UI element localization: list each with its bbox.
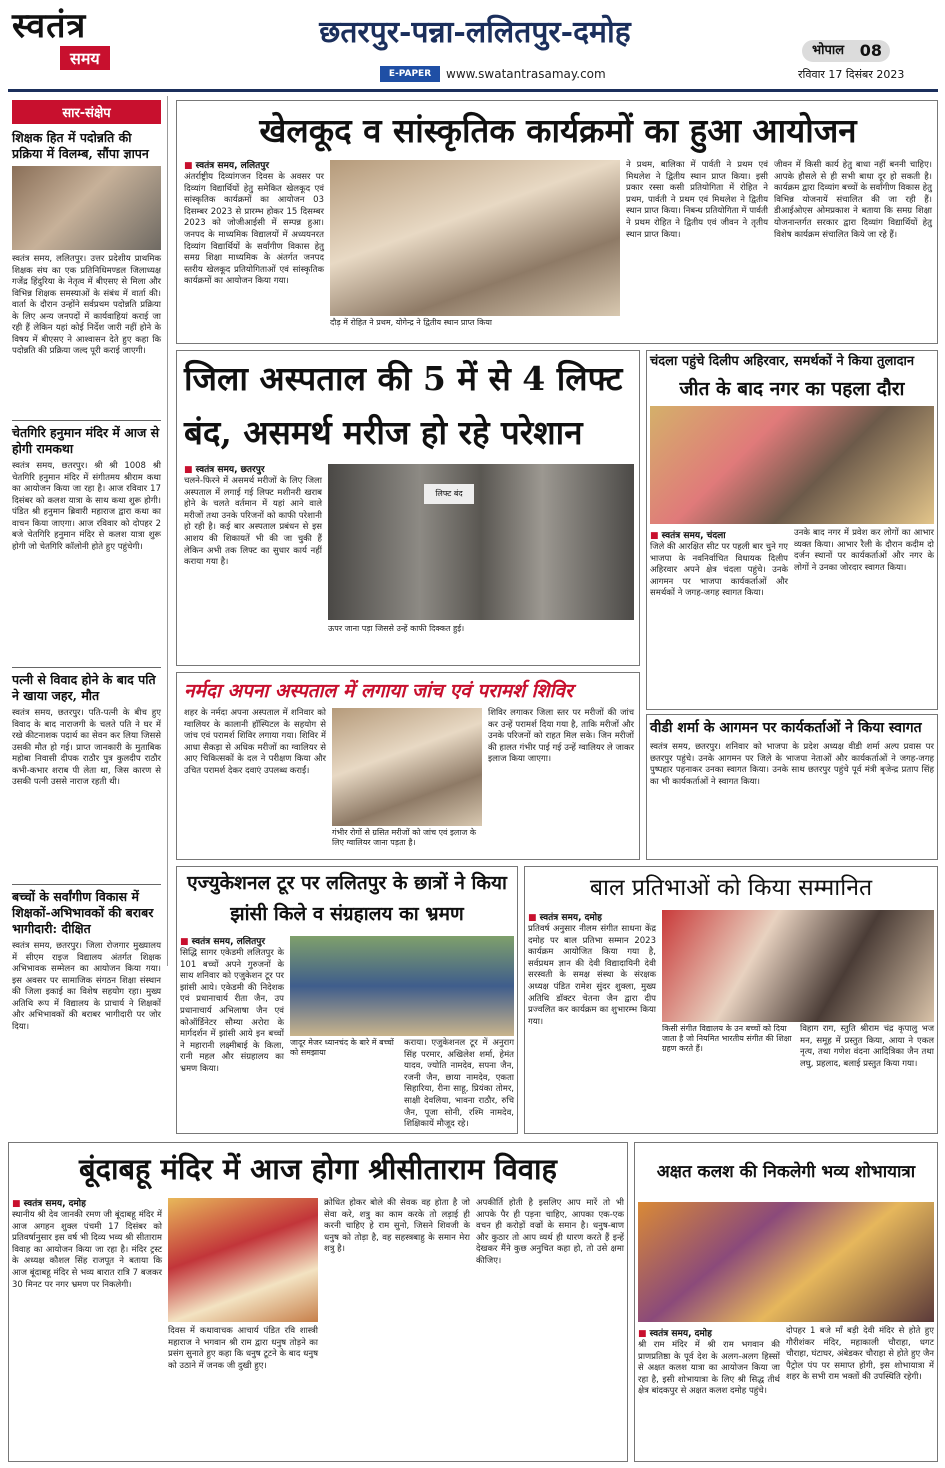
byline: ■ स्वतंत्र समय, ललितपुर [180,934,290,946]
photo-caption: दौड़ में रोहित ने प्रथम, योगेन्द्र ने द्वितीय स्थान प्राप्त किया [330,318,492,327]
headline-sports: खेलकूद व सांस्कृतिक कार्यक्रमों का हुआ आयोजन [259,111,857,150]
camp-photo [332,708,482,826]
photo-caption: जादूर मेजर ध्यानचंद के बारे में बच्चों को समझाया [290,1038,394,1057]
brief-divider [12,420,161,421]
page-number: 08 [859,41,882,60]
vivah-text: दिवस में कथावाचक आचार्य पंडित रवि शास्त्री महाराज ने भगवान श्री राम द्वारा धनुष तोड़ने का प्रसंग सुनाते हुए कहा कि धनुष टूटने के बाद धनुष को उठाने में जनक जी दुखी हुए। [168,1326,318,1371]
sidebar-briefs [8,96,168,1032]
headline-kalash: अक्षत कलश की निकलेगी भव्य शोभायात्रा [656,1162,916,1182]
camp-text: शिविर लगाकर जिला स्तर पर मरीजों की जांच कर उन्हें परामर्श दिया गया है, ताकि मरीजों और उनके परिजनों को राहत मिल सके। जिन मरीजों की हालत गंभीर पाई गई उन्हें ग्वालियर ले जाकर इलाज किया जाएगा। [488,708,634,765]
vivah-photo [168,1198,318,1322]
lift-sign: लिफ्ट बंद [424,484,474,504]
headline-bal: बाल प्रतिभाओं को किया सम्मानित [589,875,873,901]
tour-text: कराया। एजुकेशनल टूर में अनुराग सिंह परमार, अखिलेश शर्मा, हेमंत यादव, ज्योति नामदेव, सपना जैन, रजनी जैन, छाया नामदेव, एकता सिहारिया, रीना साहू, प्रियंका तोमर, साक्षी देवलिया, भावना राठौर, रुचि जैन, पूजा सोनी, रश्मि नामदेव, शिक्षिकायें मौजूद रहे। [404,1038,514,1130]
byline: ■ स्वतंत्र समय, दमोह [12,1196,162,1208]
sports-text: ने प्रथम, बालिका में पार्वती ने प्रथम एवं मिथलेश ने द्वितीय स्थान प्राप्त किया। इसी प्रकार रस्सा कसी प्रतियोगिता में रोहित ने प्रथम, पार्वती ने प्रथम एवं मिथलेश ने द्वितीय स्थान प्राप्त किया। निबन्ध प्रतियोगिता में पार्वती ने प्रथम रोहित ने द्वितीय एवं जीवन ने तृतीय स्थान प्राप्त किया। [626,160,768,240]
byline: ■ स्वतंत्र समय, छतरपुर [184,462,334,474]
sports-text: जीवन में किसी कार्य हेतु बाधा नहीं बननी चाहिए। आपके हौसले से ही सभी बाधा दूर हो सकती है। कार्यक्रम द्वारा दिव्यांग बच्चों के सर्वांगीण विकास हेतु विभिन्न योजनायें संचालित की जा रही हैं। डीआईओएस ओमप्रकाश ने बताया कि समग्र शिक्षा योजनान्तर्गत सरकार द्वारा दिव्यांग विद्यार्थियों हेतु विशेष कार्यक्रम संचालित किये जा रहे हैं। [774,160,932,240]
brief-photo [12,166,161,250]
kicker-dilip: चंदला पहुंचे दिलीप अहिरवार, समर्थकों ने किया तुलादान [650,354,915,369]
brief-title: शिक्षक हित में पदोन्नति की प्रक्रिया में विलम्ब, सौंपा ज्ञापन [12,130,149,161]
bal-text: विहाग राग, स्तुति श्रीराम चंद्र कृपालु भज मन, समूह में प्रस्तुत किया, आया ने एकल नृत्य, तथा गणेश वंदना आदित्रिका जैन तथा लघु, प्रहलाद, बलाई प्रस्तुत किया गया। [800,1024,934,1069]
newspaper-logo [12,6,132,76]
brief-body: स्वतंत्र समय, छतरपुर। जिला रोजगार मुख्यालय में सीएम राइज विद्यालय अंतर्गत शिक्षक अभिभावक सम्मेलन का आयोजन किया गया। इस अवसर पर सामाजिक संगठन शिक्षा संस्थान की जिला इकाई का विशेष सहयोग रहा। मुख्य अतिथि रूप में विद्यालय के प्राचार्य ने शिक्षकों और अभिभावकों की बराबर भागीदारी पर जोर दिया। [12,941,161,1032]
brief-title: पत्नी से विवाद होने के बाद पति ने खाया जहर, मौत [12,672,156,703]
headline-tour: एज्युकेशनल टूर पर ललितपुर के छात्रों ने किया झांसी किले व संग्रहालय का भ्रमण [187,872,507,925]
logo-subtitle: समय [60,46,110,70]
headline-dilip: जीत के बाद नगर का पहला दौरा [679,378,905,400]
bal-text: प्रतिवर्ष अनुसार नीलम संगीत साधना केंद्र दमोह पर बाल प्रतिभा सम्मान 2023 कार्यक्रम आयोजित किया गया है, सर्वप्रथम ज्ञान की देवी विद्यादायिनी देवी सरस्वती के समक्ष संस्था के संरक्षक अध्यक्ष पंडित रामेश सुंदर शुक्ला, मुख्य अतिथि डॉक्टर चेतना जैन द्वारा दीप प्रज्वलित कर कार्यक्रम का शुभारम्भ किया गया। [528,924,656,1027]
website-link[interactable]: www.swatantrasamay.com [446,67,606,81]
byline: ■ स्वतंत्र समय, दमोह [528,910,658,922]
byline: ■ स्वतंत्र समय, दमोह [638,1326,778,1338]
issue-date: रविवार 17 दिसंबर 2023 [798,68,905,81]
city-badge [802,40,890,62]
brief-divider [12,667,161,668]
headline-hospital: जिला अस्पताल की 5 में से 4 लिफ्ट बंद, असमर्थ मरीज हो रहे परेशान [184,359,623,452]
vivah-text: स्थानीय श्री देव जानकी रमण जी बूंदाबहू मंदिर में आज अगहन शुक्ल पंचमी 17 दिसंबर को प्रतिवर्षानुसार इस वर्ष भी दिव्य भव्य श्री सीताराम विवाह का आयोजन किया जा रहा है। मंदिर ट्रस्ट के अध्यक्ष कौशल सिंह राजपूत ने बताया कि आज बूंदाबहू मंदिर से भव्य बारात रात्रि 7 बजकर 30 मिनट पर नगर भ्रमण पर निकलेगी। [12,1210,162,1290]
dilip-text: उनके बाद नगर में प्रवेश कर लोगों का आभार व्यक्त किया। आभार रैली के दौरान कदीम दो दर्जन स्थानों पर कार्यकर्ताओं और नगर के लोगों ने उनका जोरदार स्वागत किया। [794,528,934,573]
photo-caption: ऊपर जाना पड़ा जिससे उन्हें काफी दिक्कत हुई। [328,624,465,633]
brief-title: चेतगिरि हनुमान मंदिर में आज से होगी रामकथा [12,425,160,456]
bal-photo [662,910,934,1022]
tour-photo [290,936,514,1036]
edition-title: छतरपुर-पन्ना-ललितपुर-दमोह [319,15,631,50]
vivah-text: क्रोधित होकर बोले की सेवक वह होता है जो सेवा करे, शत्रु का काम करके तो लड़ाई ही करनी चाहिए हे राम सुनो, जिसने शिवजी के धनुष को तोड़ा है, वह सहस्त्रबाहु के समान मेरा शत्रु है। [324,1198,470,1255]
headline-camp: नर्मदा अपना अस्पताल में लगाया जांच एवं परामर्श शिविर [184,680,573,702]
brief-body: स्वतंत्र समय, ललितपुर। उत्तर प्रदेशीय प्राथमिक शिक्षक संघ का एक प्रतिनिधिमण्डल जिलाध्यक्ष गजेंद्र हिंदुरिया के नेतृत्व में बीएसए से मिला और विभिन्न शिक्षक समस्याओं के संबंध में वार्ता की। वार्ता के दौरान उन्होंने सर्वप्रथम पदोन्नति प्रक्रिया के लिए अन्य जनपदों में कार्यवाहियां कराई जा रही हैं लेकिन यहां कोई निर्देश जारी नहीं होने के विषय में बीएसए ने आश्वासन देते हुए कहा कि पदोन्नति की प्रक्रिया जल्द पूरी कराई जाएगी। [12,254,161,356]
vivah-text: अपकीर्ति होती है इसलिए आप मारें तो भी आपके पैर ही पड़ना चाहिए, आपका एक-एक वचन ही करोड़ों वज्रों के समान है। धनुष-बाण और कुठार तो आप व्यर्थ ही धारण करते हैं इन्हें देखकर मैंने कुछ अनुचित कहा हो, तो उसे क्षमा कीजिए। [476,1198,624,1266]
tour-text: सिद्धि सागर एकेडमी ललितपुर के 101 बच्चों अपने गुरुजनों के साथ शनिवार को एजुकेशन टूर पर झांसी आये। एकेडमी की निदेशक एवं प्रधानाचार्य रीता जैन, उप प्रधानाचार्य अभिलाषा जैन एवं कोऑर्डिनेटर सौम्या अरोरा के मार्गदर्शन में झांसी आये इन बच्चों ने महारानी लक्ष्मीबाई के किला, रानी महल और संग्रहालय का भ्रमण किया। [180,948,284,1074]
kalash-text: श्री राम मंदिर में श्री राम भगवान की प्राणप्रतिष्ठा के पूर्व देश के अलग-अलग हिस्सों से अक्षत कलश यात्रा का आयोजन किया जा रहा है, इसी शोभायात्रा के लिए श्री सिद्ध तीर्थ क्षेत्र बांदकपुर से अक्षत कलश दमोह पहुंचे। [638,1340,780,1397]
lift-photo [328,464,634,620]
city-name: भोपाल [812,43,845,58]
sports-photo [330,160,620,316]
byline: ■ स्वतंत्र समय, चंदला [650,528,790,540]
photo-caption: गंभीर रोगों से ग्रसित मरीजों को जांच एवं इलाज के लिए ग्वालियर जाना पड़ता है। [332,828,477,847]
brief-body: स्वतंत्र समय, छतरपुर। पति-पत्नी के बीच हुए विवाद के बाद नाराजगी के चलते पति ने घर में रखे कीटनाशक पदार्थ का सेवन कर लिया जिससे उसकी मौत हो गई। प्राप्त जानकारी के मुताबिक महोबा निवासी दीपक राठौर पुत्र कुलदीप राठौर कभी-कभार शराब पी लेता था, जिस कारण से उसकी पत्नी उससे नाराज रहती थी। [12,708,161,787]
headline-vd: वीडी शर्मा के आगमन पर कार्यकर्ताओं ने किया स्वागत [650,720,922,736]
byline: ■ स्वतंत्र समय, ललितपुर [184,158,334,170]
brief-title: बच्चों के सर्वांगीण विकास में शिक्षकों-अभिभावकों की बराबर भागीदारी: दीक्षित [12,889,154,936]
headline-vivah: बूंदाबहू मंदिर में आज होगा श्रीसीताराम विवाह [79,1152,557,1186]
sidebar-heading: सार-संक्षेप [12,100,161,124]
camp-text: शहर के नर्मदा अपना अस्पताल में शनिवार को ग्वालियर के कालानी हॉस्पिटल के सहयोग से जांच एवं परामर्श शिविर लगाया गया। शिविर में आधा सैकड़ा से अधिक मरीजों का ग्वालियर से आए चिकित्सकों के दल ने परीक्षण किया और उचित परामर्श देकर दवाएं उपलब्ध कराईं। [184,708,326,776]
dilip-photo [650,406,934,524]
logo-title: स्वतंत्र [12,6,87,46]
masthead-rule [8,89,938,92]
epaper-label[interactable]: E-PAPER [380,66,440,82]
vd-text: स्वतंत्र समय, छतरपुर। शनिवार को भाजपा के प्रदेश अध्यक्ष वीडी शर्मा अल्प प्रवास पर छतरपुर पहुंचे। उनके आगमन पर जिले के भाजपा नेताओं और कार्यकर्ताओं ने जगह-जगह पुष्पहार पहनाकर उनका स्वागत किया। उनके साथ छतरपुर पहुंचे पूर्व मंत्री बृजेन्द्र प्रताप सिंह का भी कार्यकर्ताओं ने स्वागत किया। [650,742,934,787]
kalash-photo [638,1202,934,1322]
dilip-text: जिले की आरक्षित सीट पर पहली बार चुने गए भाजपा के नवनिर्वाचित विधायक दिलीप अहिरवार अपने क्षेत्र चंदला पहुंचे। उनके आगमन पर भाजपा कार्यकर्ताओं और समर्थकों ने जगह-जगह स्वागत किया। [650,542,788,599]
hospital-text: चलने-फिरने में असमर्थ मरीजों के लिए जिला अस्पताल में लगाई गई लिफ्ट मशीनरी खराब होने के चलते वर्तमान में यहां आने वाले मरीजों तथा उनके परिजनों को काफी परेशानी हो रही है। कई बार अस्पताल प्रबंधन से इस आशय की शिकायतें भी की जा चुकी हैं लेकिन अभी तक लिफ्ट का सुधार कार्य नहीं कराया गया है। [184,476,322,568]
kalash-text: दोपहर 1 बजे माँ बड़ी देवी मंदिर से होते हुए गौरीशंकर मंदिर, महाकाली चौराहा, धगट चौराहा, घंटाघर, अंबेडकर चौराहा से होते हुए जैन पैट्रोल पंप पर समाप्त होगी, इस शोभायात्रा में शहर के सभी राम भक्तों की उपस्थिति रहेगी। [786,1326,934,1383]
sports-text: अंतर्राष्ट्रीय दिव्यांगजन दिवस के अवसर पर दिव्यांग विद्यार्थियों हेतु समेकित खेलकूद एवं सांस्कृतिक कार्यक्रमों का आयोजन 03 दिसम्बर 2023 से प्रारम्भ होकर 15 दिसम्बर 2023 को जोजीआईसी में सम्पन्न हुआ। जनपद के माध्यमिक विद्यालयों में अध्ययनरत दिव्यांग विद्यार्थियों के सर्वांगीण विकास हेतु समग्र शिक्षा माध्यमिक के अंतर्गत जनपद स्तरीय खेलकूद प्रतियोगिताओं एवं सांस्कृतिक कार्यक्रमों का आयोजन किया गया। [184,172,324,287]
photo-caption: किसी संगीत विद्यालय के उन बच्चों को दिया जाता है जो नियमित भारतीय संगीत की शिक्षा ग्रहण करते हैं। [662,1024,792,1053]
brief-body: स्वतंत्र समय, छतरपुर। श्री श्री 1008 श्री चेतगिरि हनुमान मंदिर में संगीतमय श्रीराम कथा का आयोजन किया जा रहा है। आज रविवार 17 दिसंबर को कलश यात्रा के साथ कथा शुरू होगी। पंडित श्री हनुमान ब्रिवारी महाराज द्वारा कथा का वाचन किया जाएगा। आज रविवार को दोपहर 2 बजे चेतगिरि हनुमान मंदिर से कलश यात्रा शुरू होगी जो चेतगिरि कॉलोनी होते हुए पहुंचेगी। [12,461,161,552]
brief-divider [12,884,161,885]
